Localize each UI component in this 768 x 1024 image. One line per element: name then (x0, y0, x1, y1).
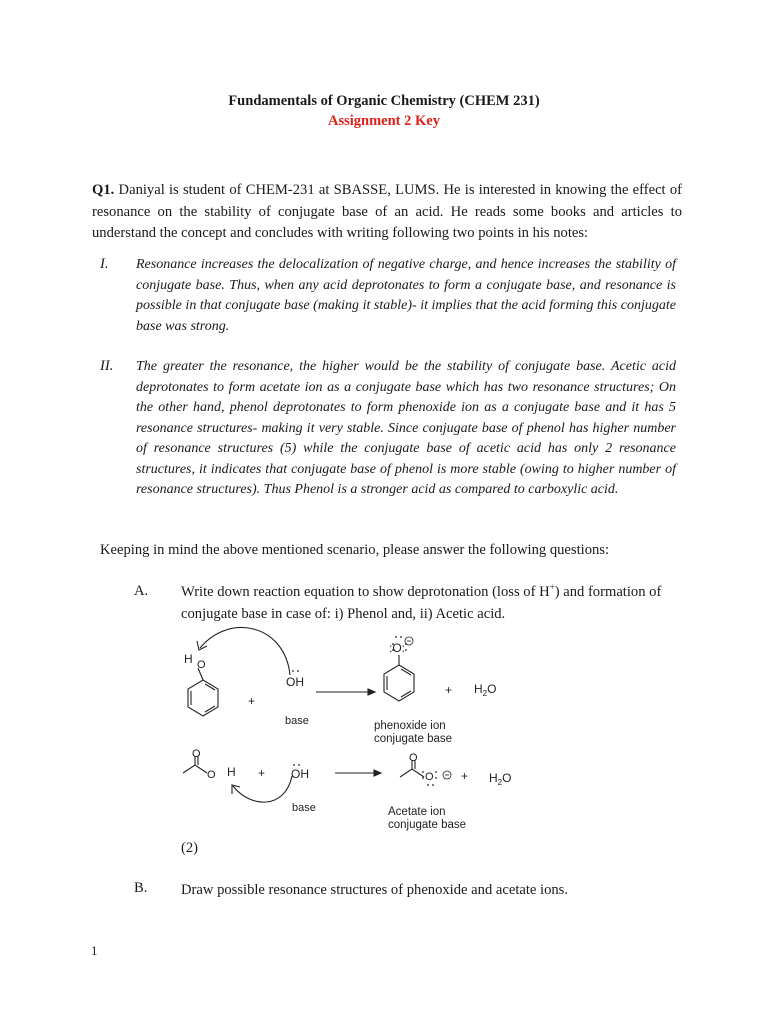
base-label-1: base (285, 715, 309, 727)
instructions-text: Keeping in mind the above mentioned scenario, please answer the following questions: (100, 542, 610, 558)
phenoxide-ring (384, 665, 414, 701)
carbonyl-o-label-1: O (192, 748, 201, 760)
plus-sign-2: + (445, 683, 453, 697)
point-1-text: Resonance increases the delocalization of negative charge, and hence increases the stability of conjugate base. Thus, when any acid deprotonates to form a conjugate base, and resonance is possible in that conjugate base (making it stable)- it implies that the acid forming this conjugate base was strong. (136, 257, 676, 334)
page-number: 1 (91, 943, 98, 958)
phenol-h-label: H (184, 652, 193, 666)
acid-h-label: H (227, 765, 236, 779)
water-formula-2: $H_2O$ (489, 771, 512, 787)
point-1-number: I. (100, 256, 109, 272)
acetate-skeleton (400, 769, 424, 777)
point-2-text: The greater the resonance, the higher would be the stability of conjugate base. Acetic acid deprotonates to form acetate ion as a conjugate base which has two resonance structures; On the other hand, phenol deprotonates to form phenoxide ion as a conjugate base and it has 5 resonance structures- making it very stable. Since conjugate base of phenol has higher number of resonance structures (5) while the conjugate base of acetic acid has only 2 resonance structures, it indicates that conjugate base of phenol is more stable (owing to higher number of resonance structures). Thus Phenol is a stronger acid as compared to carboxylic acid. (136, 359, 676, 497)
question-a-text: Write down reaction equation to show deprotonation (loss of H+) and formation of conjugate base in case of: i) Phenol and, ii) Acetic acid. (181, 582, 662, 622)
hydroxide-label: OH (286, 675, 304, 689)
question-b-label: B. (134, 880, 148, 896)
curved-arrow-1 (200, 628, 290, 675)
acetate-label-1: Acetate ion (388, 806, 446, 818)
hydroxide-label-2: OH (291, 767, 309, 781)
document-subtitle: Assignment 2 Key (328, 113, 440, 129)
water-formula-1: $H_2O$ (474, 682, 497, 698)
phenoxide-label-2: conjugate base (374, 733, 453, 745)
plus-sign-4: + (461, 769, 469, 783)
hydroxyl-o-label: O (207, 769, 216, 781)
question-a-label: A. (134, 583, 149, 599)
phenol-ring (188, 680, 218, 716)
plus-sign-3: + (258, 766, 266, 780)
question-b-text: Draw possible resonance structures of phenoxide and acetate ions. (181, 882, 569, 898)
question-1-label: Q1. (92, 182, 115, 198)
carbonyl-o-label-2: O (409, 752, 418, 764)
plus-sign-1: + (248, 694, 256, 708)
acetate-label-2: conjugate base (388, 819, 467, 831)
point-2-number: II. (100, 358, 114, 374)
phenoxide-o-label: :O: (389, 641, 406, 655)
phenol-o-label: O (197, 659, 206, 671)
document-title: Fundamentals of Organic Chemistry (CHEM 231) (228, 93, 540, 109)
acetic-acid-skeleton (183, 765, 207, 773)
acetate-o-label: O (425, 771, 434, 783)
question-1-text: Daniyal is student of CHEM-231 at SBASSE, LUMS. He is interested in knowing the effect of resonance on the stability of conjugate base of an acid. He reads some books and articles to understand the concept and concludes with writing following two points in his notes: (92, 182, 682, 241)
marks-label: (2) (181, 840, 199, 856)
base-label-2: base (292, 802, 316, 814)
phenoxide-label-1: phenoxide ion (374, 720, 446, 732)
